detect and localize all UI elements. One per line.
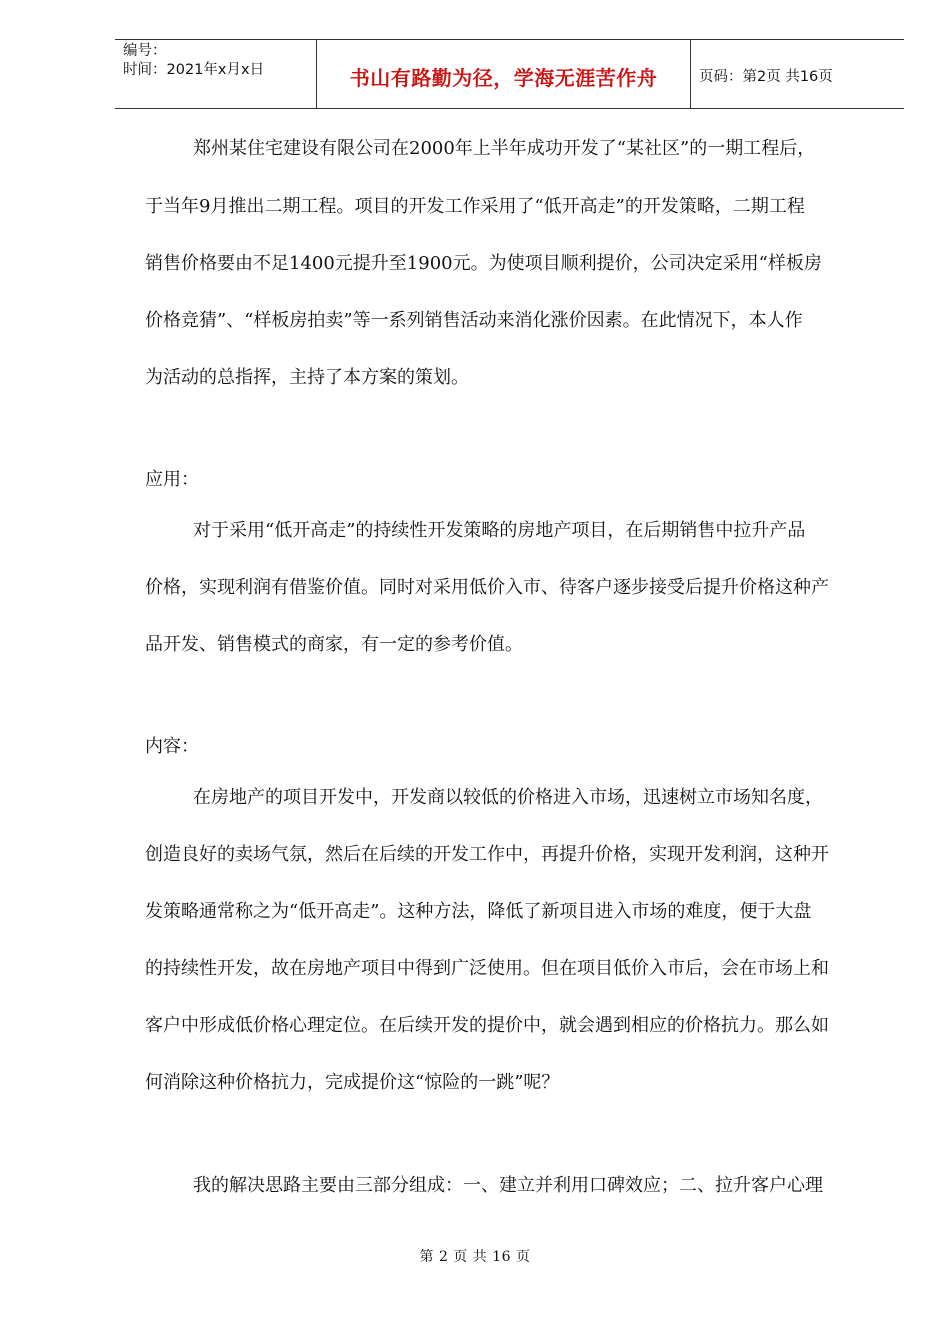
header-page-cell	[691, 40, 904, 108]
paragraph-line: 客户中形成低价格心理定位。在后续开发的提价中，就会遇到相应的价格抗力。那么如	[145, 1015, 829, 1036]
header-motto: 书山有路勤为径，学海无涯苦作舟	[349, 66, 658, 90]
paragraph-line: 于当年9月推出二期工程。项目的开发工作采用了“低开高走”的开发策略，二期工程	[145, 196, 805, 217]
paragraph-line: 价格竞猜”、“样板房拍卖”等一系列销售活动来消化涨价因素。在此情况下，本人作	[145, 310, 803, 331]
paragraph-line: 我的解决思路主要由三部分组成：一、建立并利用口碑效应；二、拉升客户心理	[193, 1175, 823, 1196]
paragraph-line: 何消除这种价格抗力，完成提价这“惊险的一跳”呢？	[145, 1072, 560, 1093]
header-page-info: 页码：第2页 共16页	[699, 69, 833, 85]
paragraph-line: 郑州某住宅建设有限公司在2000年上半年成功开发了“某社区”的一期工程后，	[193, 138, 816, 159]
paragraph-line: 对于采用“低开高走”的持续性开发策略的房地产项目，在后期销售中拉升产品	[193, 520, 806, 541]
page-header	[115, 39, 904, 109]
page-footer: 第 2 页 共 16 页	[419, 1249, 531, 1265]
paragraph-line: 的持续性开发，故在房地产项目中得到广泛使用。但在项目低价入市后，会在市场上和	[145, 958, 829, 979]
section-heading-content: 内容：	[145, 736, 199, 757]
paragraph-line: 销售价格要由不足1400元提升至1900元。为使项目顺利提价，公司决定采用“样板房	[145, 253, 822, 274]
document-date-label: 时间：2021年x月x日	[123, 62, 265, 78]
document-number-label: 编号：	[123, 43, 167, 59]
paragraph-line: 在房地产的项目开发中，开发商以较低的价格进入市场，迅速树立市场知名度，	[193, 787, 823, 808]
paragraph-line: 价格，实现利润有借鉴价值。同时对采用低价入市、待客户逐步接受后提升价格这种产	[145, 577, 829, 598]
paragraph-line: 品开发、销售模式的商家，有一定的参考价值。	[145, 634, 523, 655]
paragraph-line: 创造良好的卖场气氛，然后在后续的开发工作中，再提升价格，实现开发利润，这种开	[145, 844, 829, 865]
section-heading-application: 应用：	[145, 469, 199, 490]
header-meta-cell	[115, 40, 315, 108]
paragraph-line: 发策略通常称之为“低开高走”。这种方法，降低了新项目进入市场的难度，便于大盘	[145, 901, 812, 922]
paragraph-line: 为活动的总指挥，主持了本方案的策划。	[145, 367, 469, 388]
header-motto-cell	[316, 40, 691, 108]
